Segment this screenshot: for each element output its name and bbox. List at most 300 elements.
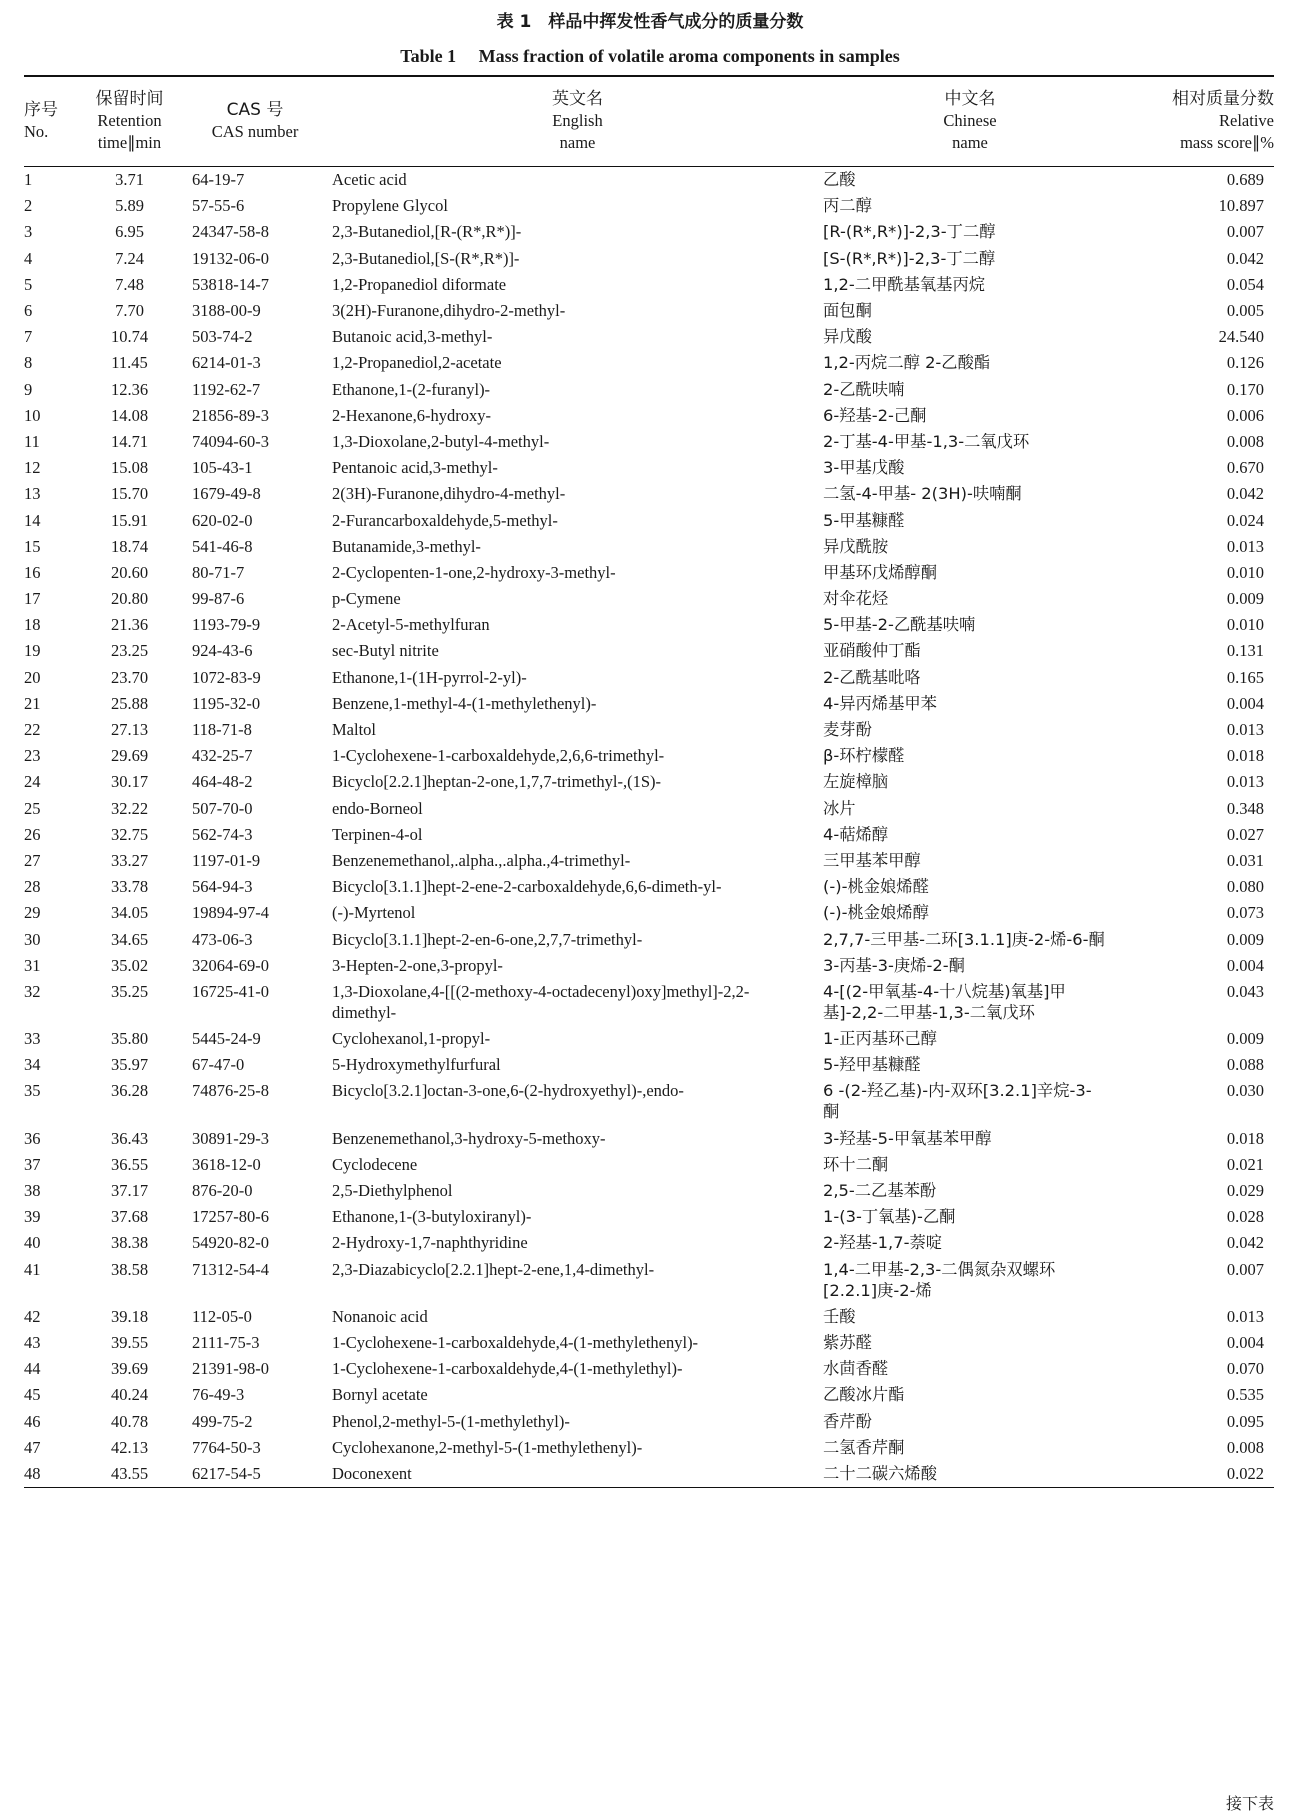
cell-chinese-name: 4-[(2-甲氧基-4-十八烷基)氧基]甲基]-2,2-二甲基-1,3-二氧戊环 <box>823 981 1066 1022</box>
cell-mass-score: 0.008 <box>1226 1437 1264 1457</box>
cell-no: 5 <box>24 274 33 294</box>
header-ms-en-1: Relative <box>1219 111 1274 131</box>
cell-retention-time: 12.36 <box>110 379 149 399</box>
cell-cas-number: 105-43-1 <box>192 458 253 478</box>
cell-cas-number: 17257-80-6 <box>192 1207 269 1227</box>
cell-cas-number: 71312-54-4 <box>192 1259 269 1279</box>
cell-chinese-name: 冰片 <box>823 798 856 818</box>
cell-mass-score: 0.009 <box>1226 589 1264 609</box>
header-rt-cn: 保留时间 <box>95 89 164 110</box>
cell-retention-time: 10.74 <box>110 327 149 347</box>
cell-mass-score: 0.022 <box>1117 1460 1274 1487</box>
cell-mass-score: 0.670 <box>1226 458 1264 478</box>
cell-english-name: Acetic acid <box>332 170 407 190</box>
cell-mass-score: 0.165 <box>1226 667 1264 687</box>
cell-cas-number: 924-43-6 <box>192 641 253 661</box>
cell-cas-number: 876-20-0 <box>192 1181 253 1201</box>
cell-english-name: Ethanone,1-(1H-pyrrol-2-yl)- <box>332 667 527 687</box>
cell-no: 19 <box>24 641 41 661</box>
header-chinese-name <box>823 76 1117 166</box>
cell-mass-score: 0.029 <box>1226 1181 1264 1201</box>
table-row <box>24 1329 1274 1355</box>
table-row <box>24 1026 1274 1052</box>
cell-english-name: Terpinen-4-ol <box>332 824 423 844</box>
cell-chinese-name: 1,2-丙烷二醇 2-乙酸酯 <box>823 353 991 373</box>
cell-retention-time: 27.13 <box>110 720 149 740</box>
cell-retention-time: 7.24 <box>115 248 144 268</box>
cell-retention-time: 14.08 <box>110 405 149 425</box>
cell-cas-number: 1679-49-8 <box>192 484 261 504</box>
cell-no: 23 <box>24 746 41 766</box>
cell-retention-time: 11.45 <box>111 353 148 373</box>
table-row <box>24 1382 1274 1408</box>
cell-chinese-name: 对伞花烃 <box>823 589 889 609</box>
cell-english-name: p-Cymene <box>332 589 401 609</box>
cell-chinese-name: 2-乙酰呋喃 <box>823 379 905 399</box>
cell-english-name: 2-Cyclopenten-1-one,2-hydroxy-3-methyl- <box>332 562 616 582</box>
cell-chinese-name: 6-羟基-2-己酮 <box>823 405 927 425</box>
cell-cas-number: 19132-06-0 <box>192 248 269 268</box>
cell-cas-number: 53818-14-7 <box>192 274 269 294</box>
cell-chinese-name: 环十二酮 <box>823 1154 889 1174</box>
cell-english-name: 1-Cyclohexene-1-carboxaldehyde,4-(1-methylethenyl)- <box>332 1332 699 1352</box>
cell-no: 4 <box>24 248 33 268</box>
table-row <box>24 245 1274 271</box>
cell-mass-score: 0.043 <box>1226 981 1264 1001</box>
cell-chinese-name: 面包酮 <box>823 301 872 321</box>
cell-chinese-name: 三甲基苯甲醇 <box>823 850 921 870</box>
header-en-en-2: name <box>559 133 596 153</box>
table-caption-english: Table 1 Mass fraction of volatile aroma components in samples <box>400 46 900 66</box>
cell-retention-time: 6.95 <box>115 222 144 242</box>
cell-no: 27 <box>24 850 41 870</box>
cell-no: 3 <box>24 222 33 242</box>
cell-mass-score: 0.004 <box>1226 955 1264 975</box>
cell-no: 11 <box>24 431 40 451</box>
cell-no: 45 <box>24 1385 41 1405</box>
header-ms-cn: 相对质量分数 <box>1172 89 1274 110</box>
table-row <box>24 716 1274 742</box>
cell-retention-time: 23.25 <box>110 641 149 661</box>
cell-english-name: 2,5-Diethylphenol <box>332 1181 453 1201</box>
cell-retention-time: 29.69 <box>110 746 149 766</box>
cell-cas-number: 1195-32-0 <box>192 693 261 713</box>
cell-retention-time: 3.71 <box>115 170 144 190</box>
table-row <box>24 586 1274 612</box>
cell-no: 34 <box>24 1055 41 1075</box>
header-ms-en-2: mass score∥% <box>1180 133 1274 153</box>
cell-chinese-name: 2-羟基-1,7-萘啶 <box>823 1233 943 1253</box>
cell-cas-number: 112-05-0 <box>192 1306 252 1326</box>
cell-cas-number: 32064-69-0 <box>192 955 269 975</box>
cell-retention-time: 39.18 <box>110 1306 149 1326</box>
cell-chinese-name: 乙酸 <box>823 170 856 190</box>
table-row <box>24 533 1274 559</box>
cell-mass-score: 0.007 <box>1226 1259 1264 1279</box>
cell-cas-number: 2111-75-3 <box>192 1332 260 1352</box>
header-cn-en-2: name <box>952 133 988 153</box>
cell-chinese-name: 1-正丙基环己醇 <box>823 1029 937 1049</box>
cell-english-name: (-)-Myrtenol <box>332 903 416 923</box>
cell-english-name: Cyclohexanone,2-methyl-5-(1-methylethenyl)- <box>332 1437 643 1457</box>
cell-english-name: Bornyl acetate <box>332 1385 428 1405</box>
cell-mass-score: 0.018 <box>1226 1128 1264 1148</box>
cell-retention-time: 37.17 <box>110 1181 149 1201</box>
cell-no: 29 <box>24 903 41 923</box>
cell-english-name: 3-Hepten-2-one,3-propyl- <box>332 955 503 975</box>
cell-chinese-name: 丙二醇 <box>823 196 872 216</box>
cell-retention-time: 34.05 <box>110 903 149 923</box>
cell-no: 24 <box>24 772 41 792</box>
table-row <box>24 166 1274 193</box>
cell-english-name: Benzene,1-methyl-4-(1-methylethenyl)- <box>332 693 597 713</box>
cell-english-name: Bicyclo[3.1.1]hept-2-ene-2-carboxaldehyde,6,6-dimeth-yl- <box>332 877 722 897</box>
cell-chinese-name: 2-乙酰基吡咯 <box>823 667 921 687</box>
header-no-en: No. <box>24 122 49 142</box>
cell-retention-time: 38.58 <box>110 1259 149 1279</box>
cell-mass-score: 0.095 <box>1226 1411 1264 1431</box>
cell-english-name: Ethanone,1-(2-furanyl)- <box>332 379 491 399</box>
cell-cas-number: 21856-89-3 <box>192 405 269 425</box>
cell-cas-number: 432-25-7 <box>192 746 253 766</box>
cell-retention-time: 35.80 <box>110 1029 149 1049</box>
cell-mass-score: 0.024 <box>1226 510 1264 530</box>
cell-english-name: Nonanoic acid <box>332 1306 428 1326</box>
continued-note: 接下表 <box>1225 1794 1274 1813</box>
cell-no: 46 <box>24 1411 41 1431</box>
cell-chinese-name: 5-甲基糠醛 <box>823 510 905 530</box>
cell-mass-score: 0.073 <box>1226 903 1264 923</box>
header-rt-en-2: time∥min <box>97 133 162 153</box>
table-row <box>24 402 1274 428</box>
cell-no: 16 <box>24 562 41 582</box>
cell-chinese-name: 2-丁基-4-甲基-1,3-二氧戊环 <box>823 431 1030 451</box>
cell-mass-score: 0.028 <box>1226 1207 1264 1227</box>
cell-cas-number: 30891-29-3 <box>192 1128 269 1148</box>
cell-retention-time: 15.70 <box>110 484 149 504</box>
table-row <box>24 559 1274 585</box>
cell-chinese-name: 6 -(2-羟乙基)-内-双环[3.2.1]辛烷-3-酮 <box>823 1081 1092 1122</box>
header-retention-time <box>81 76 178 166</box>
table-row <box>24 1434 1274 1460</box>
cell-mass-score: 0.031 <box>1226 850 1264 870</box>
cell-cas-number: 1072-83-9 <box>192 667 261 687</box>
cell-english-name: Cyclohexanol,1-propyl- <box>332 1029 491 1049</box>
header-cas-en: CAS number <box>211 122 299 142</box>
cell-chinese-name: 异戊酰胺 <box>823 536 889 556</box>
table-body <box>24 166 1274 1487</box>
cell-cas-number: 6217-54-5 <box>178 1460 332 1487</box>
cell-chinese-name: [R-(R*,R*)]-2,3-丁二醇 <box>823 222 996 242</box>
cell-mass-score: 0.042 <box>1226 248 1264 268</box>
cell-mass-score: 0.013 <box>1226 1306 1264 1326</box>
table-row <box>24 1460 1274 1487</box>
cell-english-name: 2(3H)-Furanone,dihydro-4-methyl- <box>332 484 566 504</box>
cell-chinese-name: 二十二碳六烯酸 <box>823 1460 1117 1487</box>
cell-mass-score: 0.027 <box>1226 824 1264 844</box>
table-row <box>24 900 1274 926</box>
table-row <box>24 455 1274 481</box>
cell-mass-score: 0.126 <box>1226 353 1264 373</box>
cell-cas-number: 507-70-0 <box>192 798 253 818</box>
table-row <box>24 350 1274 376</box>
cell-no: 21 <box>24 693 41 713</box>
cell-chinese-name: 乙酸冰片酯 <box>823 1385 905 1405</box>
cell-english-name: Pentanoic acid,3-methyl- <box>332 458 498 478</box>
cell-no: 14 <box>24 510 41 530</box>
cell-mass-score: 0.070 <box>1226 1359 1264 1379</box>
cell-no: 7 <box>24 327 33 347</box>
cell-no: 36 <box>24 1128 41 1148</box>
cell-english-name: 1,3-Dioxolane,4-[[(2-methoxy-4-octadecenyl)oxy]methyl]-2,2-dimethyl- <box>332 981 750 1022</box>
cell-no: 22 <box>24 720 41 740</box>
cell-no: 40 <box>24 1233 41 1253</box>
cell-mass-score: 0.535 <box>1226 1385 1264 1405</box>
table-row <box>24 874 1274 900</box>
cell-retention-time: 30.17 <box>110 772 149 792</box>
cell-mass-score: 0.013 <box>1226 536 1264 556</box>
cell-english-name: Ethanone,1-(3-butyloxiranyl)- <box>332 1207 532 1227</box>
table-row <box>24 481 1274 507</box>
cell-english-name: 1,2-Propanediol,2-acetate <box>332 353 502 373</box>
cell-english-name: 2,3-Butanediol,[S-(R*,R*)]- <box>332 248 520 268</box>
cell-cas-number: 57-55-6 <box>192 196 245 216</box>
cell-retention-time: 36.43 <box>110 1128 149 1148</box>
cell-no: 6 <box>24 301 33 321</box>
cell-no: 12 <box>24 458 41 478</box>
cell-cas-number: 67-47-0 <box>192 1055 245 1075</box>
cell-chinese-name: 2,7,7-三甲基-二环[3.1.1]庚-2-烯-6-酮 <box>823 929 1105 949</box>
cell-chinese-name: [S-(R*,R*)]-2,3-丁二醇 <box>823 248 996 268</box>
cell-no: 26 <box>24 824 41 844</box>
cell-retention-time: 18.74 <box>110 536 149 556</box>
table-row <box>24 1177 1274 1203</box>
cell-mass-score: 0.009 <box>1226 1029 1264 1049</box>
cell-english-name: 2,3-Butanediol,[R-(R*,R*)]- <box>332 222 522 242</box>
cell-mass-score: 0.004 <box>1226 1332 1264 1352</box>
cell-english-name: Bicyclo[2.2.1]heptan-2-one,1,7,7-trimethyl-,(1S)- <box>332 772 661 792</box>
header-en-en-1: English <box>552 111 603 131</box>
cell-retention-time: 42.13 <box>110 1437 149 1457</box>
cell-chinese-name: 4-萜烯醇 <box>823 824 889 844</box>
cell-chinese-name: 香芹酚 <box>823 1411 872 1431</box>
cell-english-name: Phenol,2-methyl-5-(1-methylethyl)- <box>332 1411 570 1431</box>
cell-cas-number: 1197-01-9 <box>192 850 261 870</box>
cell-mass-score: 0.013 <box>1226 772 1264 792</box>
cell-no: 43 <box>24 1332 41 1352</box>
table-row <box>24 1151 1274 1177</box>
cell-english-name: 2,3-Diazabicyclo[2.2.1]hept-2-ene,1,4-dimethyl- <box>332 1259 655 1279</box>
cell-cas-number: 620-02-0 <box>192 510 253 530</box>
cell-retention-time: 14.71 <box>110 431 149 451</box>
table-row <box>24 743 1274 769</box>
table-row <box>24 1125 1274 1151</box>
cell-english-name: endo-Borneol <box>332 798 423 818</box>
cell-chinese-name: 5-羟甲基糠醛 <box>823 1055 921 1075</box>
cell-chinese-name: 异戊酸 <box>823 327 872 347</box>
cell-retention-time: 35.25 <box>110 981 149 1001</box>
cell-mass-score: 0.131 <box>1226 641 1264 661</box>
table-row <box>24 193 1274 219</box>
cell-cas-number: 6214-01-3 <box>192 353 261 373</box>
cell-cas-number: 3188-00-9 <box>192 301 261 321</box>
cell-chinese-name: 甲基环戊烯醇酮 <box>823 562 937 582</box>
cell-cas-number: 473-06-3 <box>192 929 253 949</box>
table-row <box>24 1230 1274 1256</box>
table-row <box>24 926 1274 952</box>
cell-cas-number: 464-48-2 <box>192 772 253 792</box>
table-row <box>24 271 1274 297</box>
cell-retention-time: 15.91 <box>110 510 149 530</box>
table-row <box>24 1256 1274 1303</box>
cell-english-name: 1,3-Dioxolane,2-butyl-4-methyl- <box>332 431 550 451</box>
cell-cas-number: 564-94-3 <box>192 877 253 897</box>
cell-no: 20 <box>24 667 41 687</box>
cell-cas-number: 541-46-8 <box>192 536 253 556</box>
cell-english-name: Doconexent <box>332 1460 823 1487</box>
cell-no: 42 <box>24 1306 41 1326</box>
cell-chinese-name: 2,5-二乙基苯酚 <box>823 1181 937 1201</box>
table-row <box>24 612 1274 638</box>
cell-mass-score: 0.008 <box>1226 431 1264 451</box>
cell-english-name: Benzenemethanol,.alpha.,.alpha.,4-trimethyl- <box>332 850 631 870</box>
table-row <box>24 297 1274 323</box>
cell-mass-score: 0.030 <box>1226 1081 1264 1101</box>
cell-english-name: 5-Hydroxymethylfurfural <box>332 1055 501 1075</box>
cell-no: 30 <box>24 929 41 949</box>
cell-mass-score: 0.009 <box>1226 929 1264 949</box>
table-row <box>24 952 1274 978</box>
table-caption-chinese: 表 1 样品中挥发性香气成分的质量分数 <box>496 12 804 32</box>
cell-chinese-name: 3-丙基-3-庚烯-2-酮 <box>823 955 965 975</box>
header-mass-score <box>1117 76 1274 166</box>
cell-no: 15 <box>24 536 41 556</box>
cell-retention-time: 40.78 <box>110 1411 149 1431</box>
cell-cas-number: 19894-97-4 <box>192 903 269 923</box>
cell-retention-time: 43.55 <box>81 1460 178 1487</box>
cell-no: 48 <box>24 1460 81 1487</box>
cell-mass-score: 0.006 <box>1226 405 1264 425</box>
cell-cas-number: 499-75-2 <box>192 1411 253 1431</box>
cell-chinese-name: 3-羟基-5-甲氧基苯甲醇 <box>823 1128 992 1148</box>
cell-no: 38 <box>24 1181 41 1201</box>
cell-english-name: Cyclodecene <box>332 1154 418 1174</box>
cell-retention-time: 23.70 <box>110 667 149 687</box>
cell-english-name: 1-Cyclohexene-1-carboxaldehyde,4-(1-methylethyl)- <box>332 1359 683 1379</box>
cell-mass-score: 0.013 <box>1226 720 1264 740</box>
cell-chinese-name: (-)-桃金娘烯醇 <box>823 903 929 923</box>
header-english-name <box>332 76 823 166</box>
table-row <box>24 638 1274 664</box>
cell-chinese-name: β-环柠檬醛 <box>823 746 905 766</box>
cell-chinese-name: 3-甲基戊酸 <box>823 458 905 478</box>
cell-cas-number: 74876-25-8 <box>192 1081 269 1101</box>
cell-mass-score: 0.007 <box>1226 222 1264 242</box>
cell-no: 1 <box>24 170 33 190</box>
cell-chinese-name: 1,2-二甲酰基氧基丙烷 <box>823 274 986 294</box>
header-cn-cn: 中文名 <box>944 89 996 110</box>
cell-no: 2 <box>24 196 33 216</box>
cell-cas-number: 16725-41-0 <box>192 981 269 1001</box>
cell-mass-score: 0.042 <box>1226 1233 1264 1253</box>
cell-retention-time: 39.55 <box>110 1332 149 1352</box>
cell-retention-time: 36.28 <box>110 1081 149 1101</box>
cell-chinese-name: 二氢香芹酮 <box>823 1437 905 1457</box>
cell-english-name: Propylene Glycol <box>332 196 448 216</box>
cell-retention-time: 33.27 <box>110 850 149 870</box>
cell-cas-number: 24347-58-8 <box>192 222 269 242</box>
cell-retention-time: 33.78 <box>110 877 149 897</box>
cell-cas-number: 74094-60-3 <box>192 431 269 451</box>
cell-cas-number: 3618-12-0 <box>192 1154 261 1174</box>
table-row <box>24 219 1274 245</box>
cell-retention-time: 21.36 <box>110 615 149 635</box>
header-cas-cn: CAS 号 <box>226 100 284 121</box>
table-row <box>24 769 1274 795</box>
cell-retention-time: 35.02 <box>110 955 149 975</box>
cell-chinese-name: 壬酸 <box>823 1306 856 1326</box>
data-table <box>24 75 1274 1488</box>
header-cn-en-1: Chinese <box>943 111 997 131</box>
cell-english-name: sec-Butyl nitrite <box>332 641 439 661</box>
table-row <box>24 1052 1274 1078</box>
cell-english-name: 1,2-Propanediol diformate <box>332 274 507 294</box>
table-row <box>24 324 1274 350</box>
cell-retention-time: 15.08 <box>110 458 149 478</box>
cell-no: 25 <box>24 798 41 818</box>
cell-retention-time: 38.38 <box>110 1233 149 1253</box>
cell-no: 8 <box>24 353 33 373</box>
cell-cas-number: 64-19-7 <box>192 170 245 190</box>
cell-cas-number: 503-74-2 <box>192 327 253 347</box>
table-row <box>24 795 1274 821</box>
cell-no: 41 <box>24 1259 41 1279</box>
cell-mass-score: 0.689 <box>1226 170 1264 190</box>
cell-mass-score: 10.897 <box>1218 196 1264 216</box>
header-rt-en-1: Retention <box>97 111 162 131</box>
cell-english-name: 3(2H)-Furanone,dihydro-2-methyl- <box>332 301 566 321</box>
cell-cas-number: 80-71-7 <box>192 562 245 582</box>
cell-english-name: 2-Acetyl-5-methylfuran <box>332 615 490 635</box>
table-row <box>24 428 1274 454</box>
cell-retention-time: 40.24 <box>110 1385 149 1405</box>
cell-no: 39 <box>24 1207 41 1227</box>
header-cas <box>178 76 332 166</box>
cell-retention-time: 7.70 <box>115 301 144 321</box>
header-en-cn: 英文名 <box>552 89 603 110</box>
cell-no: 35 <box>24 1081 41 1101</box>
table-row <box>24 664 1274 690</box>
cell-english-name: Bicyclo[3.1.1]hept-2-en-6-one,2,7,7-trimethyl- <box>332 929 643 949</box>
cell-english-name: 2-Furancarboxaldehyde,5-methyl- <box>332 510 558 530</box>
cell-cas-number: 54920-82-0 <box>192 1233 269 1253</box>
cell-no: 13 <box>24 484 41 504</box>
cell-mass-score: 0.005 <box>1226 301 1264 321</box>
cell-no: 17 <box>24 589 41 609</box>
table-header <box>24 76 1274 166</box>
cell-chinese-name: 1,4-二甲基-2,3-二偶氮杂双螺环[2.2.1]庚-2-烯 <box>823 1259 1056 1300</box>
cell-chinese-name: 水茴香醛 <box>823 1359 889 1379</box>
cell-no: 32 <box>24 981 41 1001</box>
cell-english-name: 1-Cyclohexene-1-carboxaldehyde,2,6,6-trimethyl- <box>332 746 665 766</box>
cell-retention-time: 39.69 <box>110 1359 149 1379</box>
cell-no: 47 <box>24 1437 41 1457</box>
table-row <box>24 1356 1274 1382</box>
cell-chinese-name: 1-(3-丁氧基)-乙酮 <box>823 1207 956 1227</box>
cell-mass-score: 24.540 <box>1218 327 1264 347</box>
cell-mass-score: 0.010 <box>1226 562 1264 582</box>
cell-retention-time: 20.60 <box>110 562 149 582</box>
